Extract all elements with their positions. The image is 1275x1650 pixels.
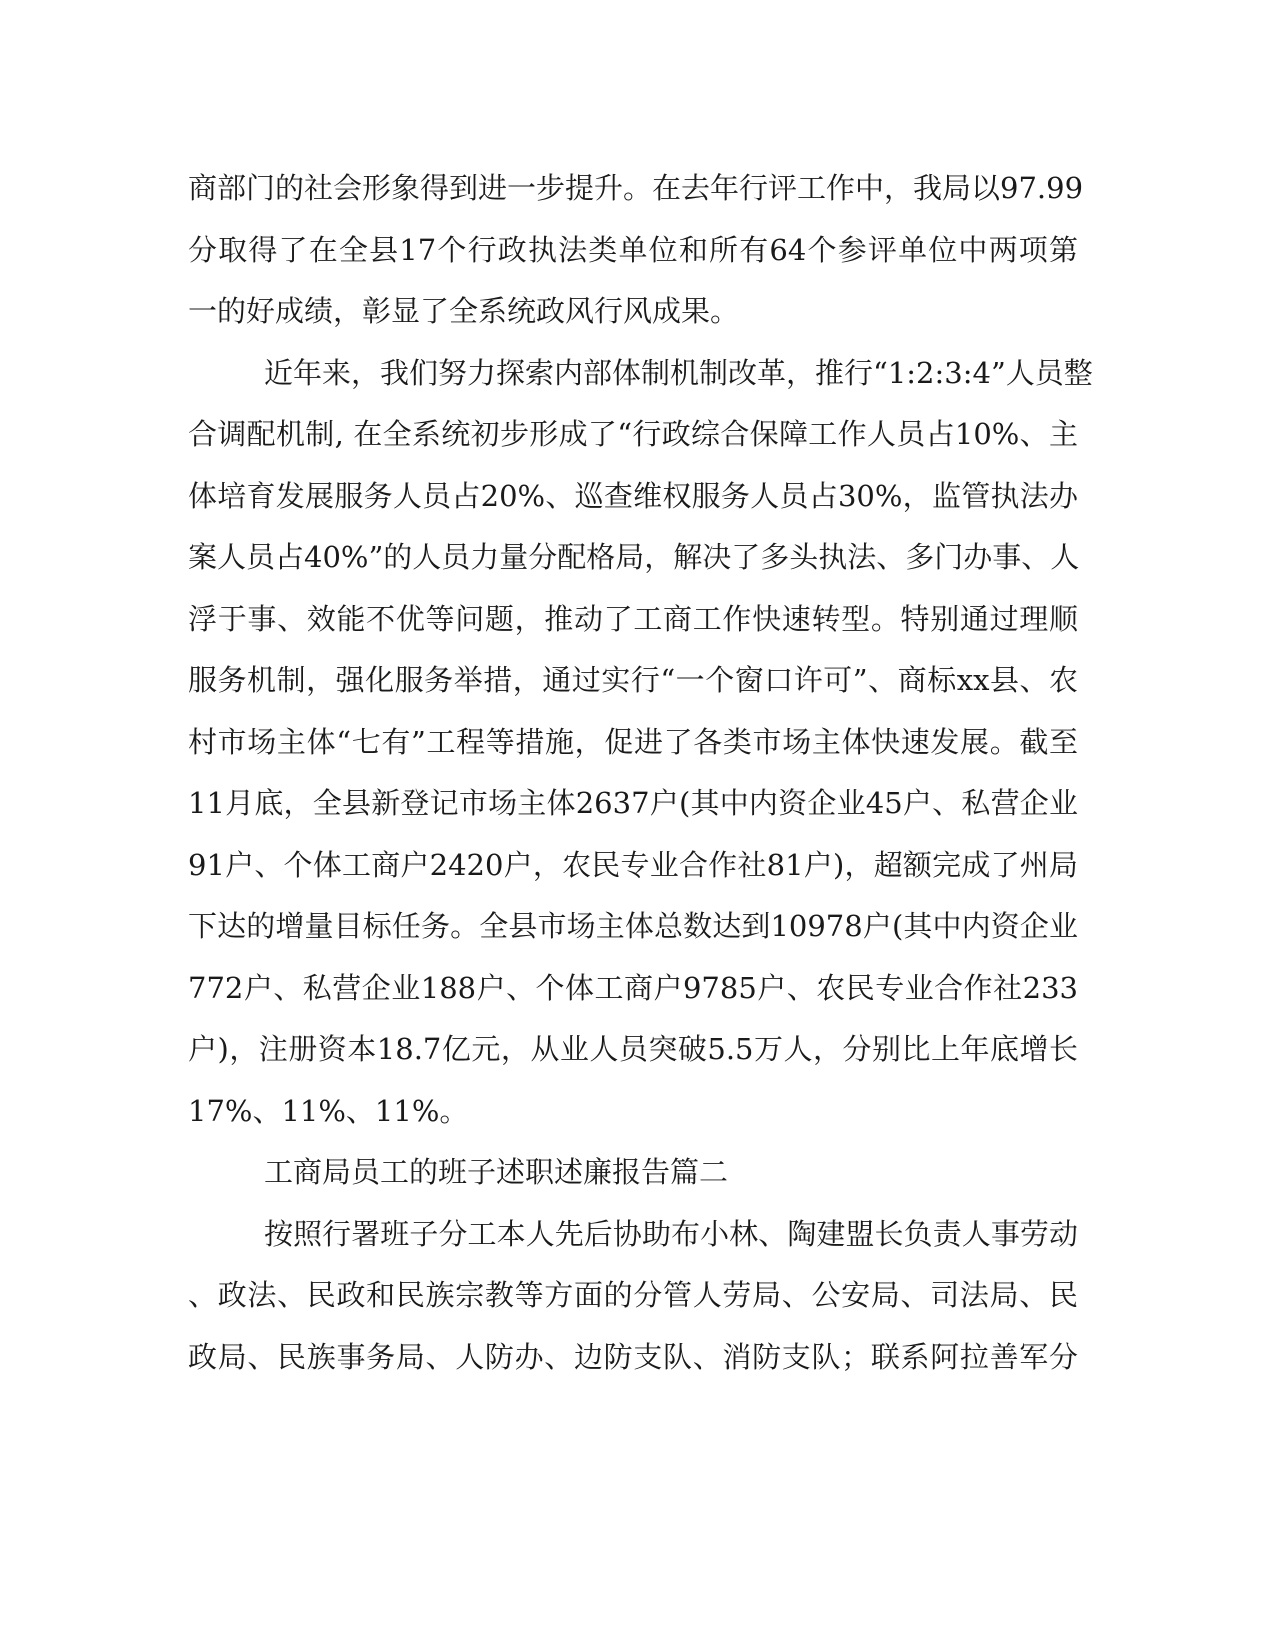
document-body xyxy=(188,158,1093,1388)
text-line: 服务机制，强化服务举措，通过实行“一个窗口许可”、商标xx县、农 xyxy=(188,663,1078,697)
text-line: 、政法、民政和民族宗教等方面的分管人劳局、公安局、司法局、民 xyxy=(188,1278,1078,1312)
text-line: 91户、个体工商户2420户，农民专业合作社81户)，超额完成了州局 xyxy=(188,847,1078,882)
text-line: 按照行署班子分工本人先后协助布小林、陶建盟长负责人事劳动 xyxy=(264,1216,1078,1251)
text-line: 户)，注册资本18.7亿元，从业人员突破5.5万人，分别比上年底增长 xyxy=(188,1032,1078,1066)
text-line: 商部门的社会形象得到进一步提升。在去年行评工作中，我局以97.99 xyxy=(188,171,1084,205)
text-line: 772户、私营企业188户、个体工商户9785户、农民专业合作社233 xyxy=(188,970,1078,1005)
text-line: 案人员占40%”的人员力量分配格局，解决了多头执法、多门办事、人 xyxy=(188,540,1080,574)
text-line: 11月底，全县新登记市场主体2637户(其中内资企业45户、私营企业 xyxy=(188,786,1078,820)
paragraph-3 xyxy=(188,1204,1078,1389)
text-line: 浮于事、效能不优等问题，推动了工商工作快速转型。特别通过理顺 xyxy=(188,601,1078,636)
paragraph-1 xyxy=(188,158,1084,343)
text-line: 近年来，我们努力探索内部体制机制改革，推行“1:2:3:4”人员整 xyxy=(264,355,1093,390)
text-line: 分取得了在全县17个行政执法类单位和所有64个参评单位中两项第 xyxy=(188,232,1078,267)
paragraph-2 xyxy=(188,343,1093,1143)
text-line: 下达的增量目标任务。全县市场主体总数达到10978户(其中内资企业 xyxy=(188,909,1078,943)
text-line: 合调配机制, 在全系统初步形成了“行政综合保障工作人员占10%、主 xyxy=(188,417,1078,451)
text-line: 村市场主体“七有”工程等措施，促进了各类市场主体快速发展。截至 xyxy=(188,724,1078,759)
heading-text: 工商局员工的班子述职述廉报告篇二 xyxy=(264,1155,729,1189)
section-heading xyxy=(188,1142,1078,1204)
text-line: 17%、11%、11%。 xyxy=(188,1093,469,1128)
text-line: 政局、民族事务局、人防办、边防支队、消防支队；联系阿拉善军分 xyxy=(188,1339,1078,1374)
text-line: 体培育发展服务人员占20%、巡查维权服务人员占30%，监管执法办 xyxy=(188,478,1078,513)
text-line: 一的好成绩，彰显了全系统政风行风成果。 xyxy=(188,294,740,328)
